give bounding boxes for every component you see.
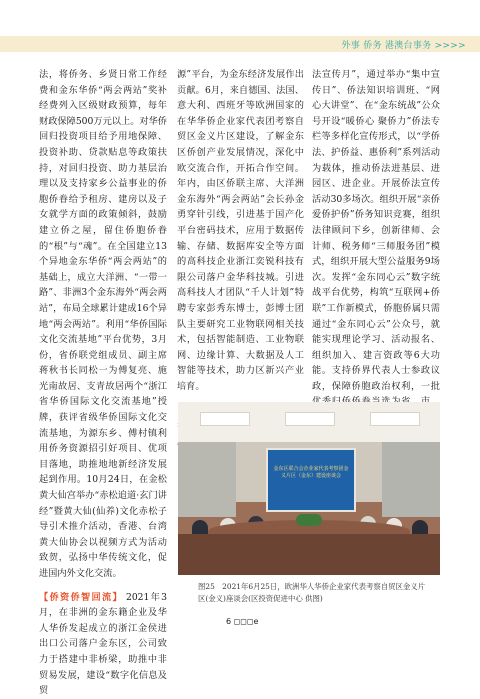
column2-paragraph-1: 源”平台，为金东经济发展作出贡献。6月，来自德国、法国、意大利、西班牙等欧洲国家的在华华侨企业家代表团考察自贸区金义片区建设，了解金东区侨创产业发展情况，深化中欧交流合作，开拓合作空间。年内，由区侨联主席、大洋洲金东海外“两会两站”会长孙金勇穿针引线，引进基于国产化平台密码技术，应用于数据传输、存储、数据库安全等方面的高科技企业浙江奕锐科技有限公司落户金华科技城。引进高科技人才团队“千人计划”特聘专家彭秀东博士，彭博士团队主要研究工业物联网相关技术，包括智能制造、工业物联网、边缘计算、大数据及人工智能等技术，助力区新兴产业培育。 xyxy=(177,69,304,392)
column1-paragraph-1: 法，将侨务、乡贤日常工作经费和金东华侨“两会两站”奖补经费列入区级财政预算，每年财政保障500万元以上。对华侨回归投资项目给予用地保障、投资补助、贷款贴息等政策扶持，对回归投资、助力基层治理以及支持家乡公益事业的侨胞侨眷给予租房、建房以及子女就学方面的政策倾斜，鼓励建立侨之屋，留住侨胞侨眷的“根”与“魂”。在全国建立13个异地金东华侨“两会两站”的基础上，成立大洋洲、“一带一路”、非洲3个金东海外“两会两站”，布局全球累计建成16个异地“两会两站”。利用“华侨国际文化交流基地”平台优势，3月份，省侨联党组成员、副主席蒋秋书长同松一为傅复亮、施光南故居、支青故居两个“浙江省华侨国际文化交流基地”授牌，获评省级华侨国际文化交流基地，为源东乡、傅村镇利用侨务资源招引好项目、优项目落地，助推地地新经济发展起到作用。10月24日，在金松黄大仙宫举办“赤松追道·玄门讲经”暨黄大仙(仙养)文化赤松子导引术推介活动，香港、台湾黄大仙协会以视频方式为活动致贺，弘扬中华传统文化，促进国内外文化交流。 xyxy=(39,69,167,579)
text-column-3 xyxy=(312,67,440,441)
conference-table-front xyxy=(178,534,440,575)
screen-banner-text: 金东区联合会企业家代表考察团金义片区（金东）建设座谈会 xyxy=(273,466,349,479)
text-column-2 xyxy=(177,67,304,449)
column3-paragraph-1: 法宣传月”，通过举办“集中宣传日”、侨法知识培训班、“网心大讲堂”、在“金东统战”公众号开设“暖侨心 聚侨力”侨法专栏等多样化宣传形式，以“学侨法、护侨益、惠侨利”系列活动为载体，推动侨法进基层、进园区、进企业。开展侨法宣传活动30多场次。组织开展“亲侨爱侨护侨”侨务知识竞赛，组织法律顾问下乡，创新律师、会计师、税务师“三师服务团”模式，组织开展大型公益服务9场次。发挥“金东同心云”数字统战平台优势，构筑“互联网+侨联”工作新模式，侨胞侨属只需通过“金东同心云”公众号，就能实现理论学习、活动报名、组织加入、建言资政等6大功能。支持侨界代表人士参政议政，保障侨胞政治权利，一批 xyxy=(312,69,440,392)
text-column-1 xyxy=(39,67,167,699)
presentation-screen xyxy=(266,448,356,512)
ceiling-lamp xyxy=(370,412,420,426)
meeting-photo xyxy=(178,402,440,575)
column1-paragraph-2 xyxy=(39,590,167,699)
curtain-left xyxy=(178,442,236,517)
section-tag-returning-capital: 【侨资侨智回流】 xyxy=(39,591,123,603)
ceiling-lamp xyxy=(285,412,335,426)
table-flowers xyxy=(296,514,322,526)
page-number: 6 ◻◻◻e xyxy=(226,617,259,626)
ceiling-lamp xyxy=(200,412,250,426)
section-header-title: 外事 侨务 港澳台事务 >>>> xyxy=(341,41,466,51)
column1-paragraph-2-body: 2021年3月，在非洲的金东籍企业及华人华侨发起成立的浙江金侯进出口公司落户金东区，公司致力于搭建中非桥梁，助推中非贸易发展，建设“数字化信息及贸 xyxy=(39,591,167,697)
curtain-right xyxy=(382,442,440,517)
photo-caption: 图25 2021年6月25日，欧洲华人华侨企业家代表考察自贸区金义片区(金义)座谈会(区投资促进中心 供图) xyxy=(198,582,426,603)
